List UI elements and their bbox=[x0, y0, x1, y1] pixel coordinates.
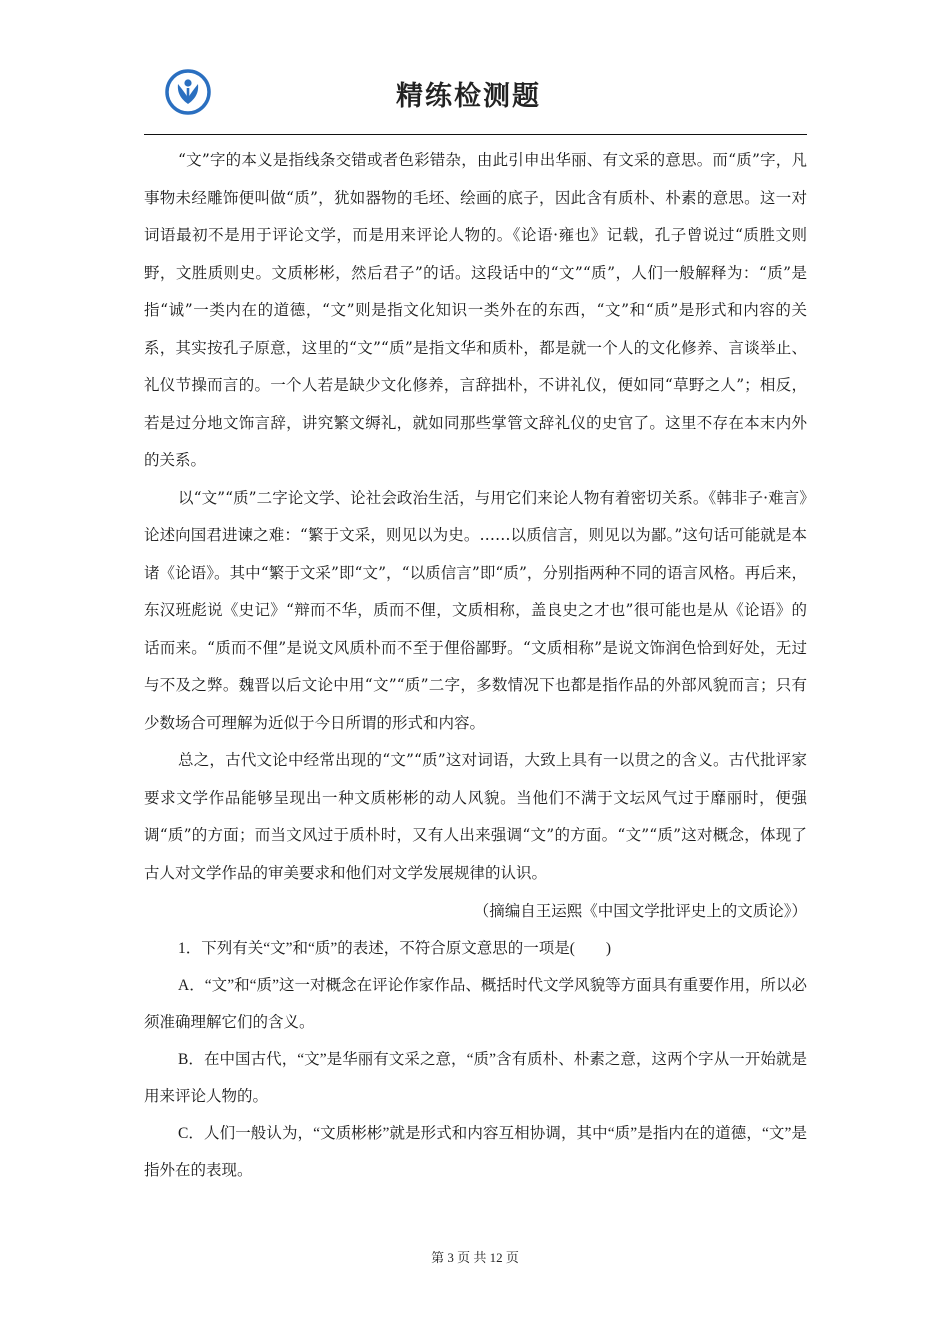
book-hands-logo-icon bbox=[164, 68, 212, 116]
page-header bbox=[144, 62, 807, 124]
question-stem: 1．下列有关“文”和“质”的表述，不符合原文意思的一项是( ) bbox=[178, 940, 612, 957]
answer-option-c: C．人们一般认为，“文质彬彬”就是形式和内容互相协调，其中“质”是指内在的道德，“文”是指外在的表现。 bbox=[144, 1125, 807, 1179]
page-title: 精练检测题 bbox=[396, 81, 541, 112]
document-body bbox=[144, 142, 807, 1189]
passage-paragraph: 总之，古代文论中经常出现的“文”“质”这对词语，大致上具有一以贯之的含义。古代批评家要求文学作品能够呈现出一种文质彬彬的动人风貌。当他们不满于文坛风气过于靡丽时，便强调“质”的方面；而当文风过于质朴时，又有人出来强调“文”的方面。“文”“质”这对概念，体现了古人对文学作品的审美要求和他们对文学发展规律的认识。 bbox=[144, 751, 807, 882]
answer-option-b: B．在中国古代，“文”是华丽有文采之意，“质”含有质朴、朴素之意，这两个字从一开始就是用来评论人物的。 bbox=[144, 1051, 807, 1105]
header-divider bbox=[144, 134, 807, 135]
answer-option-a: A．“文”和“质”这一对概念在评论作家作品、概括时代文学风貌等方面具有重要作用，所以必须准确理解它们的含义。 bbox=[144, 977, 807, 1031]
passage-paragraph: “文”字的本义是指线条交错或者色彩错杂，由此引申出华丽、有文采的意思。而“质”字，凡事物未经雕饰便叫做“质”，犹如器物的毛坯、绘画的底子，因此含有质朴、朴素的意思。这一对词语最初不是用于评论文学，而是用来评论人物的。《论语·雍也》记载，孔子曾说过“质胜文则野，文胜质则史。文质彬彬，然后君子”的话。这段话中的“文”“质”，人们一般解释为：“质”是指“诚”一类内在的道德，“文”则是指文化知识一类外在的东西，“文”和“质”是形式和内容的关系，其实按孔子原意，这里的“文”“质”是指文华和质朴，都是就一个人的文化修养、言谈举止、礼仪节操而言的。一个人若是缺少文化修养，言辞拙朴，不讲礼仪，便如同“草野之人”；相反，若是过分地文饰言辞，讲究繁文缛礼，就如同那些掌管文辞礼仪的史官了。这里不存在本末内外的关系。 bbox=[144, 151, 807, 469]
page-number: 第 3 页 共 12 页 bbox=[431, 1250, 519, 1265]
passage-paragraph: 以“文”“质”二字论文学、论社会政治生活，与用它们来论人物有着密切关系。《韩非子·难言》论述向国君进谏之难：“繁于文采，则见以为史。……以质信言，则见以为鄙。”这句话可能就是本诸《论语》。其中“繁于文采”即“文”，“以质信言”即“质”，分别指两种不同的语言风格。再后来，东汉班彪说《史记》“辩而不华，质而不俚，文质相称，盖良史之才也”很可能也是从《论语》的话而来。“质而不俚”是说文风质朴而不至于俚俗鄙野。“文质相称”是说文饰润色恰到好处，无过与不及之弊。魏晋以后文论中用“文”“质”二字，多数情况下也都是指作品的外部风貌而言；只有少数场合可理解为近似于今日所谓的形式和内容。 bbox=[144, 488, 807, 732]
passage-source: （摘编自王运熙《中国文学批评史上的文质论》） bbox=[473, 902, 807, 920]
